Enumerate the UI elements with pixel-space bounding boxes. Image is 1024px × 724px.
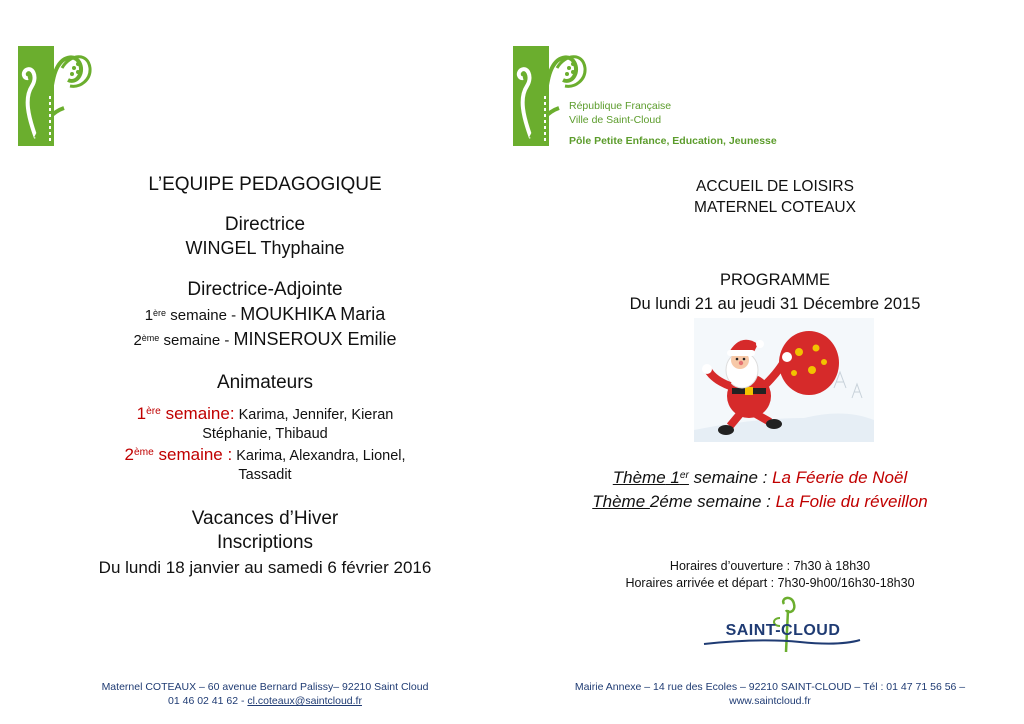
santa-illustration	[694, 318, 874, 442]
header-line-2: Ville de Saint-Cloud	[569, 114, 662, 126]
animateurs-row-2-cont: Tassadit	[238, 467, 292, 483]
theme-2: Thème 2éme semaine : La Folie du réveillon	[592, 492, 928, 511]
inscriptions-dates: Du lundi 18 janvier au samedi 6 février 2016	[98, 558, 432, 577]
inscriptions-heading: Inscriptions	[216, 532, 314, 553]
team-title: L’EQUIPE PEDAGOGIQUE	[148, 174, 382, 195]
programme-dates: Du lundi 21 au jeudi 31 Décembre 2015	[629, 295, 921, 313]
horaires-block	[560, 558, 980, 592]
left-footer-address: Maternel COTEAUX – 60 avenue Bernard Palissy– 92210 Saint Cloud	[101, 681, 429, 693]
vacances-heading: Vacances d’Hiver	[191, 508, 339, 529]
programme-heading: PROGRAMME	[719, 271, 830, 289]
left-footer-contact: 01 46 02 41 62 - cl.coteaux@saintcloud.fr	[168, 695, 362, 707]
saint-cloud-brand-logo	[700, 596, 866, 656]
horaires-arrivee: Horaires arrivée et départ : 7h30-9h00/16h30-18h30	[625, 576, 915, 590]
animateurs-list	[80, 404, 450, 483]
horaires-ouverture: Horaires d’ouverture : 7h30 à 18h30	[669, 559, 871, 573]
right-footer-address: Mairie Annexe – 14 rue des Ecoles – 92210 SAINT-CLOUD – Tél : 01 47 71 56 56 –	[574, 681, 966, 693]
theme-1: Thème 1er semaine : La Féerie de Noël	[612, 468, 908, 487]
directrice-name: WINGEL Thyphaine	[185, 238, 345, 258]
animateurs-row-2: 2ème semaine : Karima, Alexandra, Lionel,	[124, 445, 406, 464]
left-footer	[60, 681, 470, 707]
saint-cloud-logo-left	[18, 46, 92, 146]
header-line-1: République Française	[569, 100, 672, 112]
right-footer-website[interactable]: www.saintcloud.fr	[729, 695, 811, 707]
animateurs-row-1: 1ère semaine: Karima, Jennifer, Kieran	[136, 404, 394, 423]
right-title	[630, 176, 920, 218]
right-footer	[540, 681, 1000, 707]
animateurs-row-1-cont: Stéphanie, Thibaud	[202, 426, 328, 442]
programme-block	[560, 268, 990, 316]
adjointe-heading: Directrice-Adjointe	[187, 279, 343, 300]
brand-logo-text: SAINT-CLOUD	[725, 622, 841, 639]
title-line-1: ACCUEIL DE LOISIRS	[696, 178, 854, 195]
animateurs-heading: Animateurs	[216, 372, 314, 393]
inscriptions-block	[40, 508, 490, 578]
themes-block	[540, 466, 980, 514]
title-line-2: MATERNEL COTEAUX	[694, 199, 856, 216]
header-text	[569, 99, 777, 148]
adjointe-row-1: 1ère semaine - MOUKHIKA Maria	[144, 304, 386, 324]
left-column	[120, 174, 410, 394]
header-pole: Pôle Petite Enfance, Education, Jeunesse	[569, 135, 777, 147]
adjointe-row-2: 2ème semaine - MINSEROUX Emilie	[133, 329, 397, 349]
directrice-heading: Directrice	[224, 214, 306, 235]
email-link[interactable]: cl.coteaux@saintcloud.fr	[247, 695, 362, 707]
